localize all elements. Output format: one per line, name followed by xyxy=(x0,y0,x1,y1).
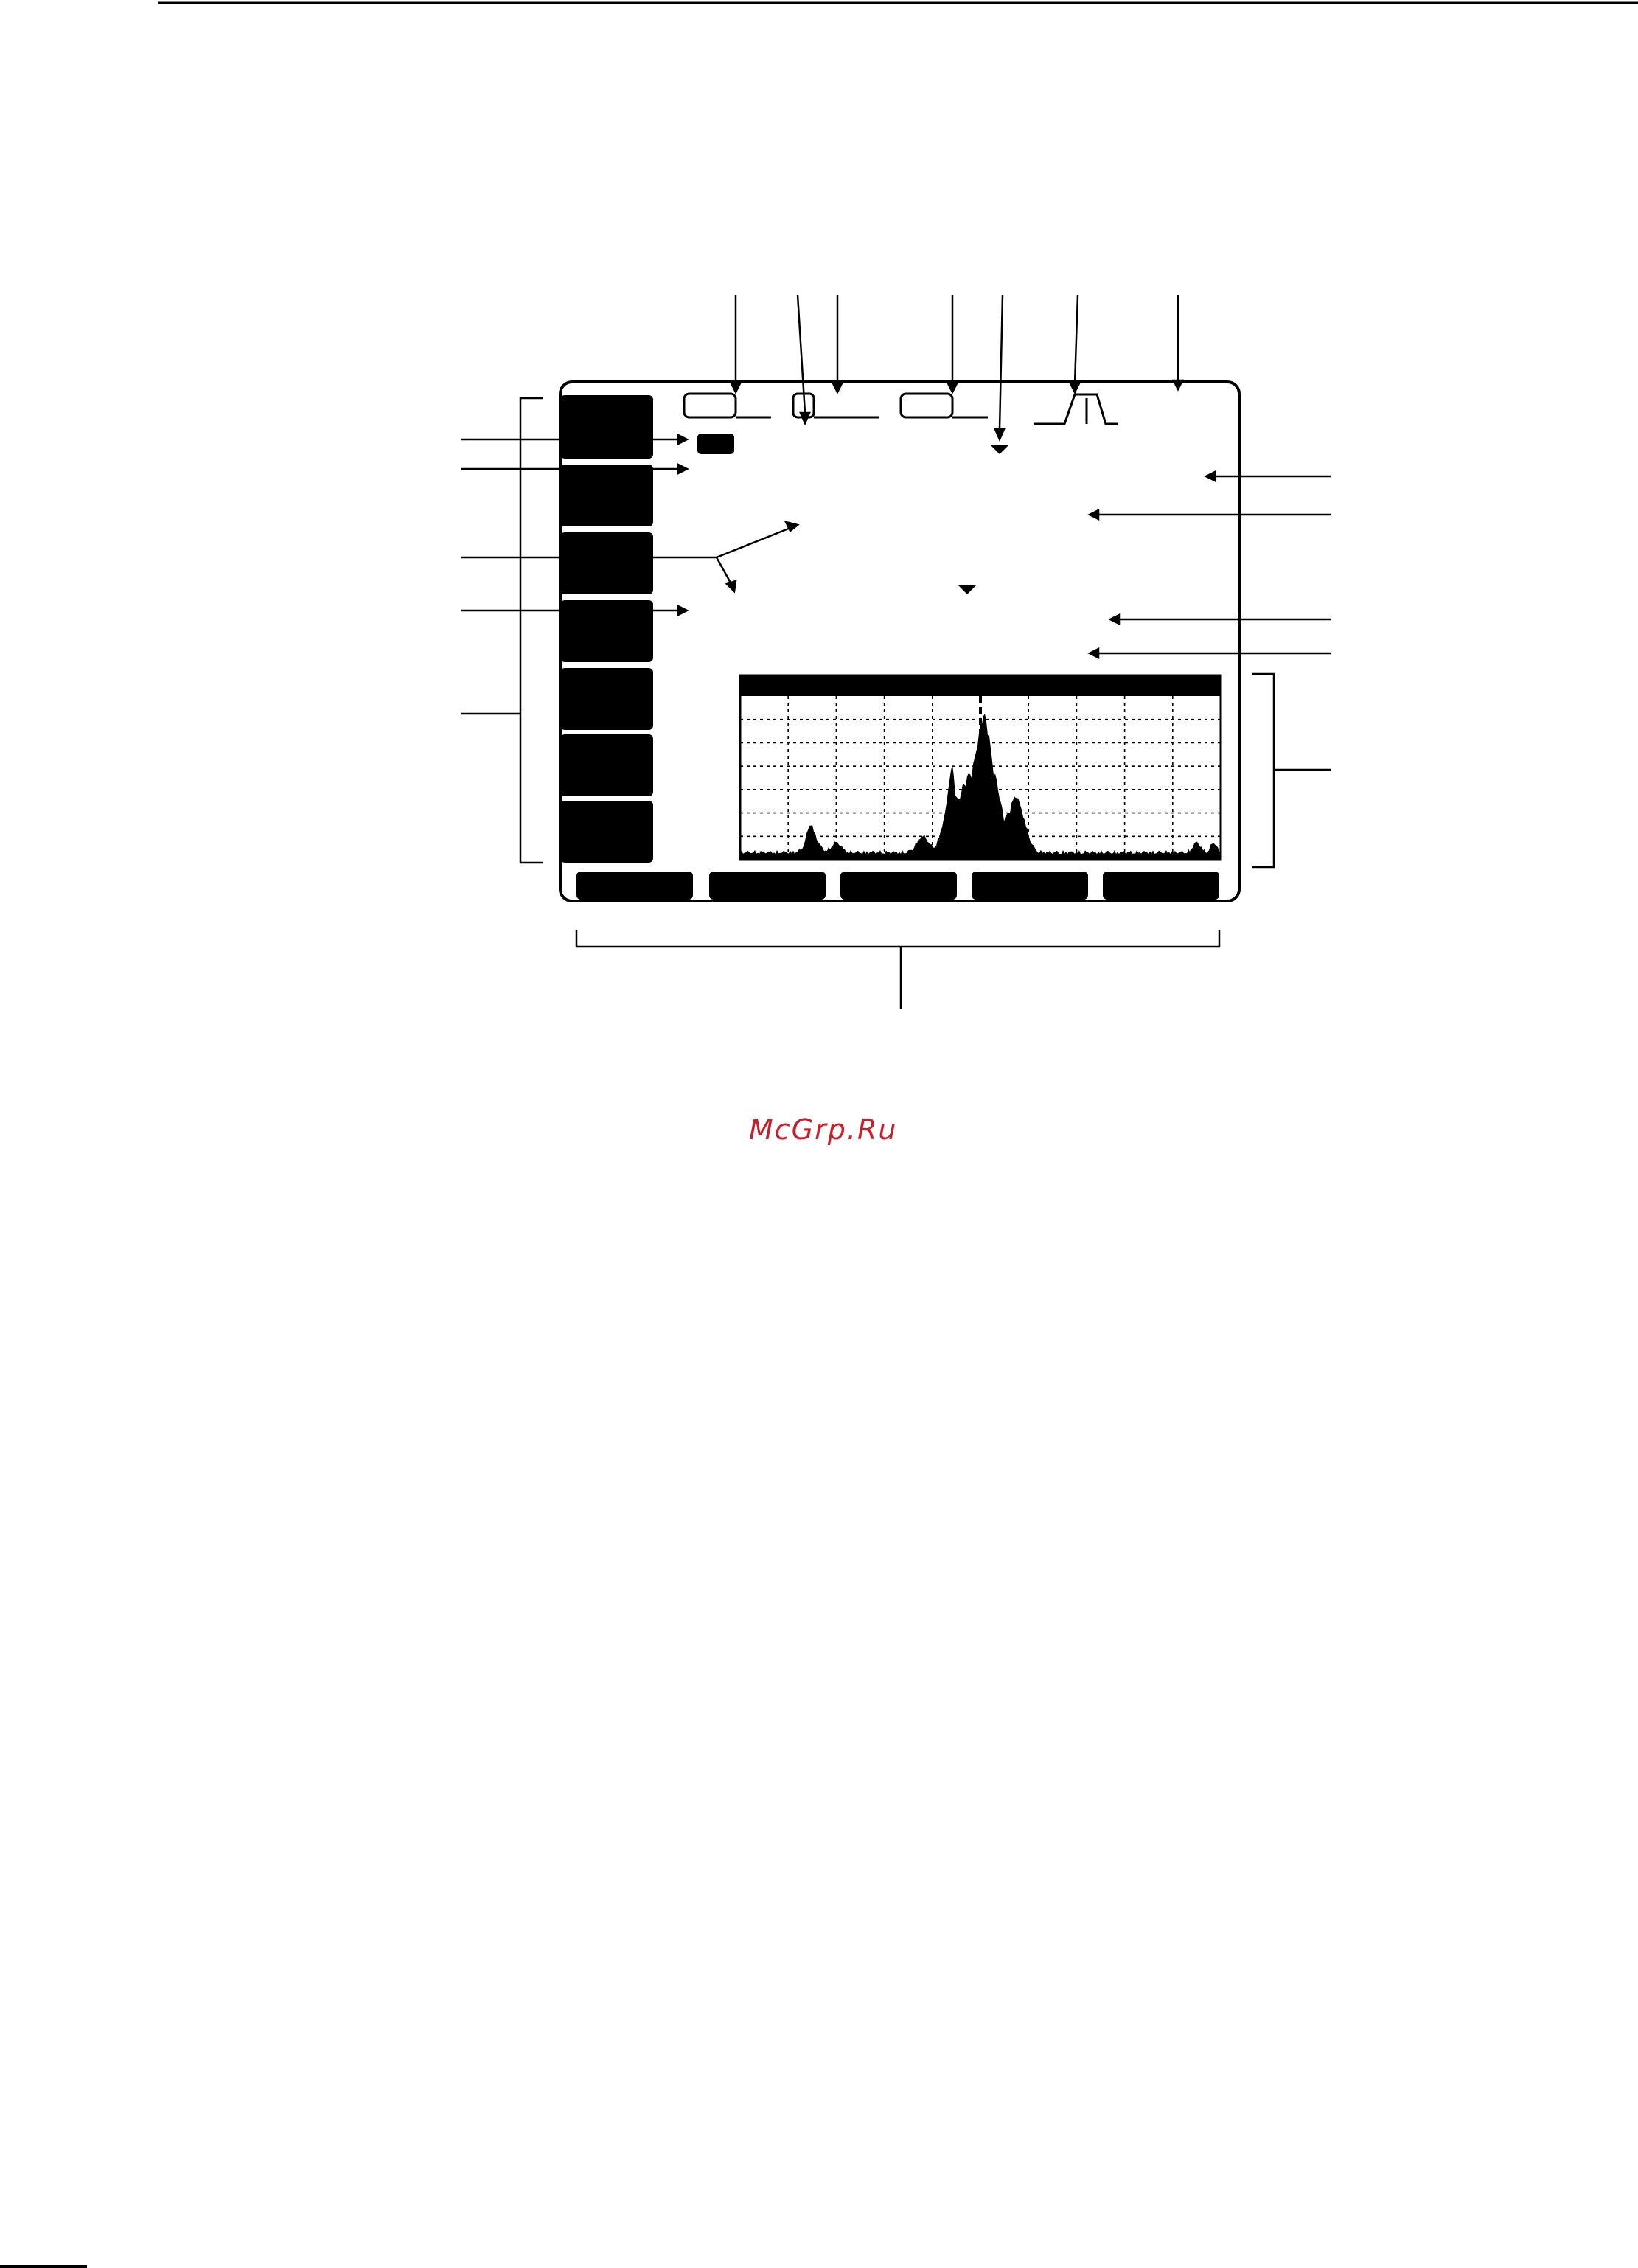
top-status-indicators xyxy=(684,394,1118,424)
filter-shape-icon xyxy=(1034,394,1118,424)
scope-header-bar xyxy=(740,675,1221,696)
bottom-soft-key-4[interactable] xyxy=(972,872,1088,900)
right-bracket xyxy=(1252,674,1331,867)
bottom-soft-key-2[interactable] xyxy=(709,872,826,900)
left-bracket xyxy=(461,398,543,863)
bottom-soft-keys xyxy=(576,872,1219,900)
bottom-soft-key-3[interactable] xyxy=(840,872,957,900)
bottom-bracket xyxy=(576,930,1219,1009)
indicator-box-1 xyxy=(684,394,736,417)
spectrum-trace xyxy=(740,714,1221,860)
left-soft-key-6[interactable] xyxy=(560,734,653,796)
left-soft-key-2[interactable] xyxy=(560,465,653,526)
left-soft-key-7[interactable] xyxy=(560,801,653,863)
indicator-box-3 xyxy=(901,394,952,417)
spectrum-scope xyxy=(740,675,1221,860)
bottom-soft-key-5[interactable] xyxy=(1103,872,1219,900)
watermark: McGrp.Ru xyxy=(749,1113,898,1146)
status-badge xyxy=(697,434,734,454)
bottom-soft-key-1[interactable] xyxy=(576,872,693,900)
marker-triangle-upper xyxy=(991,445,1008,454)
left-soft-key-1[interactable] xyxy=(560,395,653,459)
left-soft-key-5[interactable] xyxy=(560,668,653,730)
left-soft-key-4[interactable] xyxy=(560,600,653,662)
left-soft-key-3[interactable] xyxy=(560,532,653,594)
marker-triangle-lower xyxy=(958,585,976,594)
left-soft-keys xyxy=(560,395,653,863)
display-frame xyxy=(560,382,1239,901)
right-callouts xyxy=(1090,472,1331,658)
